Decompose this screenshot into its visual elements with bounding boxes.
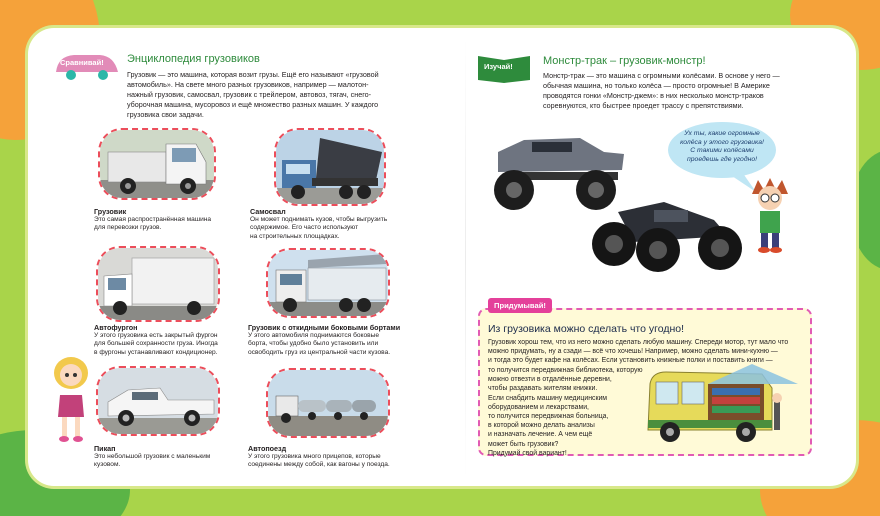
side-curtain-truck-photo [266, 248, 390, 318]
truck-photo [98, 128, 216, 200]
speech-bubble-text: Ух ты, какие огромные колёса у этого грузовика! С такими колёсами проедешь где угодно! [680, 130, 764, 163]
page-crease [465, 38, 466, 478]
dump-truck-title: Самосвал [250, 207, 286, 216]
right-section-title: Монстр-трак – грузовик-монстр! [543, 55, 706, 67]
invent-badge: Придумывай! [488, 298, 552, 313]
box-van-title: Автофургон [94, 323, 138, 332]
side-curtain-truck-title: Грузовик с откидными боковыми бортами [248, 323, 401, 332]
invent-wide-text: Грузовик хорош тем, что из него можно сделать любую машину. Спереди мотор, тут мало что можно придумать, ну а сзади — всё что хочешь! Например, можно сделать мини-кухню — и тогда это будет кафе на колёсах. Если установить книжные полки и поставить книги — [488, 339, 789, 365]
dump-truck-text: Он может поднимать кузов, чтобы выгрузить содержимое. Его часто используют на строительных площадках. [250, 216, 388, 240]
girl-character [46, 355, 96, 445]
road-train-title: Автопоезд [248, 444, 287, 453]
compare-badge [52, 50, 122, 86]
left-section-title: Энциклопедия грузовиков [127, 53, 260, 65]
left-intro: Грузовик — это машина, которая возит грузы. Ещё его называют «грузовой автомобиль». На свете много разных грузовиков, например — малотон- нажный грузовик, самосвал, грузовик с трейлером, автовоз, тягач, снего- уборочная машина, мусоровоз и ещё множество разных машин. У каждого грузовика свои задачи. [127, 70, 379, 119]
right-intro: Монстр-трак — это машина с огромными колёсами. В основе у него — обычная машина, но только колёса — просто огромные! В Америке проводятся гонки «Монстр-джем»: в них несколько монстр-траков соревнуются, кто быстрее проедет трассу с препятствиями. [543, 71, 780, 110]
side-curtain-truck-text: У этого автомобиля поднимаются боковые борта, чтобы удобно было установить или освободить груз из центральной части кузова. [248, 332, 391, 356]
truck-text: Это самая распространённая машина для перевозки грузов. [94, 216, 212, 232]
learn-badge [476, 52, 532, 84]
dump-truck-photo [274, 128, 386, 206]
boy-character [746, 178, 794, 254]
road-train-photo [266, 368, 390, 438]
box-van-text: У этого грузовика есть закрытый фургон для большей сохранности груза. Иногда в фургоны устанавливают кондиционер. [94, 332, 218, 356]
compare-badge-label: Сравнивай! [60, 58, 104, 67]
box-van-photo [96, 246, 220, 322]
learn-badge-label: Изучай! [484, 62, 513, 71]
invent-narrow-text: то получится передвижная библиотека, которую можно отвезти в отдалённые деревни, чтобы раздавать жителям книжки. Если снабдить машину медицинским оборудованием и лекарствами, то получится передвижная больница, в которой можно делать анализы и назначать лечение. А чем ещё может быть грузовик? Придумай свой вариант! [488, 367, 643, 457]
pickup-text: Это небольшой грузовик с маленьким кузовом. [94, 453, 211, 469]
pickup-title: Пикап [94, 444, 116, 453]
invent-title: Из грузовика можно сделать что угодно! [488, 323, 685, 335]
pickup-photo [96, 366, 220, 436]
library-bus-illustration [642, 364, 802, 454]
road-train-text: У этого грузовика много прицепов, которые соединены между собой, как вагоны у поезда. [248, 453, 390, 469]
truck-title: Грузовик [94, 207, 127, 216]
